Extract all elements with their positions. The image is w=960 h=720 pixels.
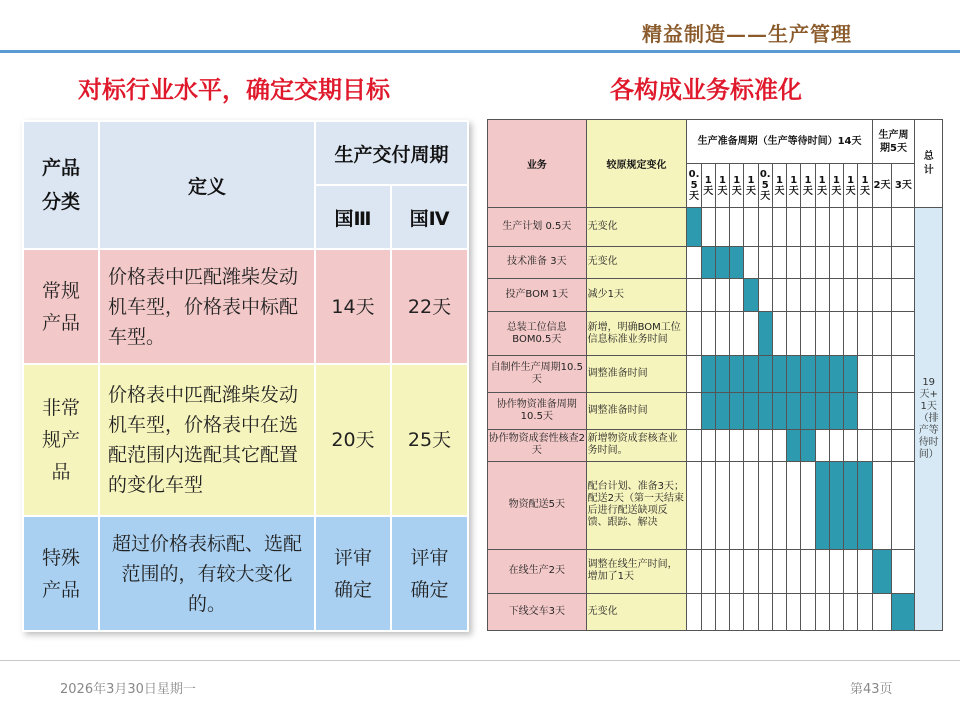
- gantt-empty-cell: [787, 311, 801, 356]
- gantt-empty-cell: [730, 594, 744, 631]
- gantt-task-change: 新增物资成套核查业务时间。: [586, 429, 687, 462]
- header-definition: 定义: [99, 121, 315, 249]
- gantt-empty-cell: [858, 594, 872, 631]
- gantt-empty-cell: [758, 462, 772, 549]
- gantt-day-header: 1天: [701, 164, 715, 208]
- gantt-bar-cell: [815, 393, 829, 430]
- gantt-bar-cell: [844, 393, 858, 430]
- gantt-empty-cell: [744, 594, 758, 631]
- gantt-empty-cell: [892, 208, 915, 247]
- business-standard-gantt: [487, 119, 943, 631]
- gantt-empty-cell: [701, 549, 715, 594]
- gantt-empty-cell: [744, 246, 758, 279]
- gantt-day-header: 1天: [844, 164, 858, 208]
- gantt-bar-cell: [829, 462, 843, 549]
- gantt-empty-cell: [758, 208, 772, 247]
- gantt-header-change: 较原规定变化: [586, 120, 687, 208]
- gantt-task-change: 新增，明确BOM工位信息标准业务时间: [586, 311, 687, 356]
- gantt-empty-cell: [701, 429, 715, 462]
- gantt-bar-cell: [844, 356, 858, 393]
- gantt-empty-cell: [772, 311, 786, 356]
- gantt-bar-cell: [687, 208, 701, 247]
- gantt-empty-cell: [858, 356, 872, 393]
- gantt-bar-cell: [772, 393, 786, 430]
- gantt-empty-cell: [872, 429, 892, 462]
- gantt-empty-cell: [829, 549, 843, 594]
- g4-cell: 25天: [391, 364, 468, 516]
- gantt-bar-cell: [701, 246, 715, 279]
- gantt-bar-cell: [829, 356, 843, 393]
- gantt-bar-cell: [801, 356, 815, 393]
- gantt-header-business: 业务: [488, 120, 587, 208]
- gantt-empty-cell: [801, 279, 815, 312]
- gantt-bar-cell: [772, 356, 786, 393]
- gantt-empty-cell: [892, 462, 915, 549]
- header-title: 精益制造——生产管理: [642, 22, 852, 46]
- gantt-bar-cell: [858, 462, 872, 549]
- gantt-empty-cell: [758, 246, 772, 279]
- gantt-empty-cell: [772, 429, 786, 462]
- gantt-day-header: 1天: [744, 164, 758, 208]
- gantt-task-change: 无变化: [586, 208, 687, 247]
- gantt-empty-cell: [829, 208, 843, 247]
- gantt-empty-cell: [844, 594, 858, 631]
- gantt-bar-cell: [758, 311, 772, 356]
- gantt-bar-cell: [758, 356, 772, 393]
- gantt-task-name: 技术准备 3天: [488, 246, 587, 279]
- gantt-bar-cell: [844, 462, 858, 549]
- footer-divider: [0, 660, 960, 661]
- gantt-empty-cell: [701, 208, 715, 247]
- gantt-row: [488, 311, 943, 356]
- definition-cell: 价格表中匹配潍柴发动机车型，价格表中标配车型。: [99, 249, 315, 364]
- gantt-bar-cell: [744, 356, 758, 393]
- gantt-empty-cell: [872, 462, 892, 549]
- gantt-row: [488, 429, 943, 462]
- gantt-empty-cell: [687, 311, 701, 356]
- gantt-empty-cell: [715, 208, 729, 247]
- gantt-empty-cell: [687, 246, 701, 279]
- gantt-empty-cell: [829, 279, 843, 312]
- gantt-empty-cell: [844, 311, 858, 356]
- gantt-empty-cell: [815, 429, 829, 462]
- gantt-empty-cell: [715, 311, 729, 356]
- gantt-empty-cell: [701, 311, 715, 356]
- gantt-empty-cell: [787, 208, 801, 247]
- gantt-empty-cell: [815, 208, 829, 247]
- footer-date: 2026年3月30日星期一: [60, 682, 196, 697]
- table-row: [23, 249, 468, 364]
- gantt-bar-cell: [829, 393, 843, 430]
- g3-cell: 20天: [315, 364, 391, 516]
- gantt-empty-cell: [858, 429, 872, 462]
- gantt-empty-cell: [892, 549, 915, 594]
- gantt-empty-cell: [872, 356, 892, 393]
- gantt-day-header: 1天: [787, 164, 801, 208]
- gantt-day-header: 0.5天: [758, 164, 772, 208]
- category-cell: 非常规产品: [23, 364, 99, 516]
- gantt-empty-cell: [715, 549, 729, 594]
- gantt-row: [488, 356, 943, 393]
- table-row: [23, 516, 468, 631]
- gantt-task-change: 无变化: [586, 246, 687, 279]
- gantt-empty-cell: [687, 429, 701, 462]
- footer-page-number: 第43页: [850, 682, 893, 697]
- gantt-header-total: 总计: [915, 120, 943, 208]
- gantt-empty-cell: [787, 279, 801, 312]
- gantt-empty-cell: [872, 393, 892, 430]
- gantt-empty-cell: [758, 549, 772, 594]
- gantt-empty-cell: [744, 429, 758, 462]
- gantt-bar-cell: [701, 356, 715, 393]
- gantt-bar-cell: [815, 462, 829, 549]
- gantt-empty-cell: [858, 549, 872, 594]
- gantt-empty-cell: [801, 462, 815, 549]
- gantt-empty-cell: [744, 462, 758, 549]
- gantt-bar-cell: [715, 246, 729, 279]
- gantt-task-name: 自制件生产周期10.5天: [488, 356, 587, 393]
- definition-cell: 价格表中匹配潍柴发动机车型，价格表中在选配范围内选配其它配置的变化车型: [99, 364, 315, 516]
- gantt-empty-cell: [844, 429, 858, 462]
- gantt-bar-cell: [787, 356, 801, 393]
- gantt-empty-cell: [872, 208, 892, 247]
- gantt-bar-cell: [715, 393, 729, 430]
- gantt-bar-cell: [701, 393, 715, 430]
- gantt-empty-cell: [829, 429, 843, 462]
- gantt-empty-cell: [844, 279, 858, 312]
- gantt-day-header: 1天: [815, 164, 829, 208]
- gantt-empty-cell: [730, 462, 744, 549]
- gantt-empty-cell: [858, 246, 872, 279]
- gantt-empty-cell: [715, 429, 729, 462]
- gantt-task-change: 无变化: [586, 594, 687, 631]
- gantt-day-header: 1天: [829, 164, 843, 208]
- gantt-bar-cell: [730, 356, 744, 393]
- gantt-day-header: 1天: [858, 164, 872, 208]
- gantt-task-name: 物资配送5天: [488, 462, 587, 549]
- definition-cell: 超过价格表标配、选配范围的，有较大变化的。: [99, 516, 315, 631]
- gantt-empty-cell: [815, 311, 829, 356]
- gantt-empty-cell: [858, 311, 872, 356]
- gantt-empty-cell: [701, 279, 715, 312]
- gantt-empty-cell: [701, 594, 715, 631]
- gantt-bar-cell: [787, 429, 801, 462]
- gantt-empty-cell: [829, 311, 843, 356]
- gantt-empty-cell: [858, 208, 872, 247]
- gantt-day-header: 1天: [730, 164, 744, 208]
- gantt-empty-cell: [787, 246, 801, 279]
- gantt-empty-cell: [892, 356, 915, 393]
- gantt-empty-cell: [801, 311, 815, 356]
- gantt-task-change: 配台计划、准备3天；配送2天（第一天结束后进行配送缺项反馈、跟踪、解决: [586, 462, 687, 549]
- gantt-empty-cell: [715, 279, 729, 312]
- gantt-bar-cell: [801, 393, 815, 430]
- gantt-empty-cell: [772, 549, 786, 594]
- gantt-day-header: 1天: [715, 164, 729, 208]
- gantt-empty-cell: [801, 549, 815, 594]
- gantt-day-header: 0.5天: [687, 164, 701, 208]
- gantt-task-change: 调整准备时间: [586, 356, 687, 393]
- gantt-bar-cell: [758, 393, 772, 430]
- gantt-empty-cell: [872, 594, 892, 631]
- gantt-empty-cell: [858, 393, 872, 430]
- g3-cell: 评审确定: [315, 516, 391, 631]
- gantt-empty-cell: [892, 393, 915, 430]
- category-cell: 常规产品: [23, 249, 99, 364]
- gantt-empty-cell: [772, 208, 786, 247]
- header-category: 产品分类: [23, 121, 99, 249]
- gantt-empty-cell: [787, 549, 801, 594]
- gantt-empty-cell: [787, 594, 801, 631]
- gantt-empty-cell: [858, 279, 872, 312]
- gantt-empty-cell: [892, 279, 915, 312]
- gantt-empty-cell: [715, 594, 729, 631]
- gantt-empty-cell: [892, 246, 915, 279]
- gantt-task-change: 减少1天: [586, 279, 687, 312]
- gantt-task-name: 生产计划 0.5天: [488, 208, 587, 247]
- gantt-empty-cell: [772, 594, 786, 631]
- gantt-bar-cell: [815, 356, 829, 393]
- gantt-empty-cell: [815, 549, 829, 594]
- gantt-total-cell: 19天+1天（排产等待时间）: [915, 208, 943, 631]
- gantt-empty-cell: [758, 594, 772, 631]
- right-section-title: 各构成业务标准化: [610, 76, 802, 104]
- gantt-empty-cell: [715, 462, 729, 549]
- g3-cell: 14天: [315, 249, 391, 364]
- gantt-bar-cell: [744, 279, 758, 312]
- gantt-row: [488, 594, 943, 631]
- gantt-empty-cell: [772, 279, 786, 312]
- gantt-task-name: 投产BOM 1天: [488, 279, 587, 312]
- gantt-empty-cell: [844, 208, 858, 247]
- gantt-empty-cell: [815, 279, 829, 312]
- gantt-row: [488, 462, 943, 549]
- gantt-empty-cell: [815, 246, 829, 279]
- gantt-empty-cell: [829, 246, 843, 279]
- gantt-empty-cell: [892, 429, 915, 462]
- gantt-empty-cell: [829, 594, 843, 631]
- gantt-empty-cell: [687, 462, 701, 549]
- gantt-day-header: 1天: [801, 164, 815, 208]
- gantt-empty-cell: [687, 549, 701, 594]
- gantt-row: [488, 246, 943, 279]
- gantt-empty-cell: [730, 429, 744, 462]
- gantt-header-production: 生产周期5天: [872, 120, 915, 164]
- header-divider: [0, 50, 960, 53]
- gantt-empty-cell: [730, 279, 744, 312]
- gantt-day-header: 3天: [892, 164, 915, 208]
- gantt-empty-cell: [801, 208, 815, 247]
- gantt-empty-cell: [744, 311, 758, 356]
- gantt-task-name: 协作物资成套性核查2天: [488, 429, 587, 462]
- gantt-empty-cell: [730, 311, 744, 356]
- gantt-empty-cell: [772, 246, 786, 279]
- gantt-task-change: 调整准备时间: [586, 393, 687, 430]
- gantt-empty-cell: [744, 208, 758, 247]
- g4-cell: 22天: [391, 249, 468, 364]
- gantt-bar-cell: [892, 594, 915, 631]
- left-section-title: 对标行业水平，确定交期目标: [78, 76, 390, 104]
- gantt-task-name: 在线生产2天: [488, 549, 587, 594]
- delivery-cycle-table: [22, 120, 469, 632]
- gantt-row: [488, 279, 943, 312]
- gantt-empty-cell: [801, 594, 815, 631]
- gantt-empty-cell: [872, 311, 892, 356]
- gantt-empty-cell: [687, 356, 701, 393]
- gantt-empty-cell: [772, 462, 786, 549]
- gantt-empty-cell: [844, 549, 858, 594]
- gantt-row: [488, 393, 943, 430]
- gantt-task-name: 下线交车3天: [488, 594, 587, 631]
- gantt-bar-cell: [872, 549, 892, 594]
- gantt-empty-cell: [801, 246, 815, 279]
- gantt-empty-cell: [844, 246, 858, 279]
- gantt-day-header: 2天: [872, 164, 892, 208]
- gantt-task-name: 协作物资准备周期10.5天: [488, 393, 587, 430]
- gantt-day-header: 1天: [772, 164, 786, 208]
- gantt-empty-cell: [701, 462, 715, 549]
- gantt-bar-cell: [730, 246, 744, 279]
- gantt-empty-cell: [744, 549, 758, 594]
- header-g3: 国Ⅲ: [315, 185, 391, 249]
- gantt-empty-cell: [892, 311, 915, 356]
- gantt-task-change: 调整在线生产时间，增加了1天: [586, 549, 687, 594]
- gantt-bar-cell: [787, 393, 801, 430]
- gantt-row: [488, 208, 943, 247]
- gantt-empty-cell: [815, 594, 829, 631]
- table-row: [23, 364, 468, 516]
- gantt-empty-cell: [758, 279, 772, 312]
- gantt-empty-cell: [730, 549, 744, 594]
- gantt-empty-cell: [872, 246, 892, 279]
- header-g4: 国Ⅳ: [391, 185, 468, 249]
- gantt-row: [488, 549, 943, 594]
- gantt-bar-cell: [715, 356, 729, 393]
- category-cell: 特殊产品: [23, 516, 99, 631]
- gantt-task-name: 总装工位信息BOM0.5天: [488, 311, 587, 356]
- gantt-empty-cell: [687, 393, 701, 430]
- gantt-empty-cell: [687, 594, 701, 631]
- gantt-empty-cell: [758, 429, 772, 462]
- gantt-empty-cell: [687, 279, 701, 312]
- gantt-bar-cell: [730, 393, 744, 430]
- g4-cell: 评审确定: [391, 516, 468, 631]
- gantt-empty-cell: [872, 279, 892, 312]
- gantt-empty-cell: [787, 462, 801, 549]
- gantt-empty-cell: [730, 208, 744, 247]
- gantt-header-prep: 生产准备周期（生产等待时间）14天: [687, 120, 872, 164]
- gantt-bar-cell: [801, 429, 815, 462]
- gantt-bar-cell: [744, 393, 758, 430]
- header-cycle: 生产交付周期: [315, 121, 468, 185]
